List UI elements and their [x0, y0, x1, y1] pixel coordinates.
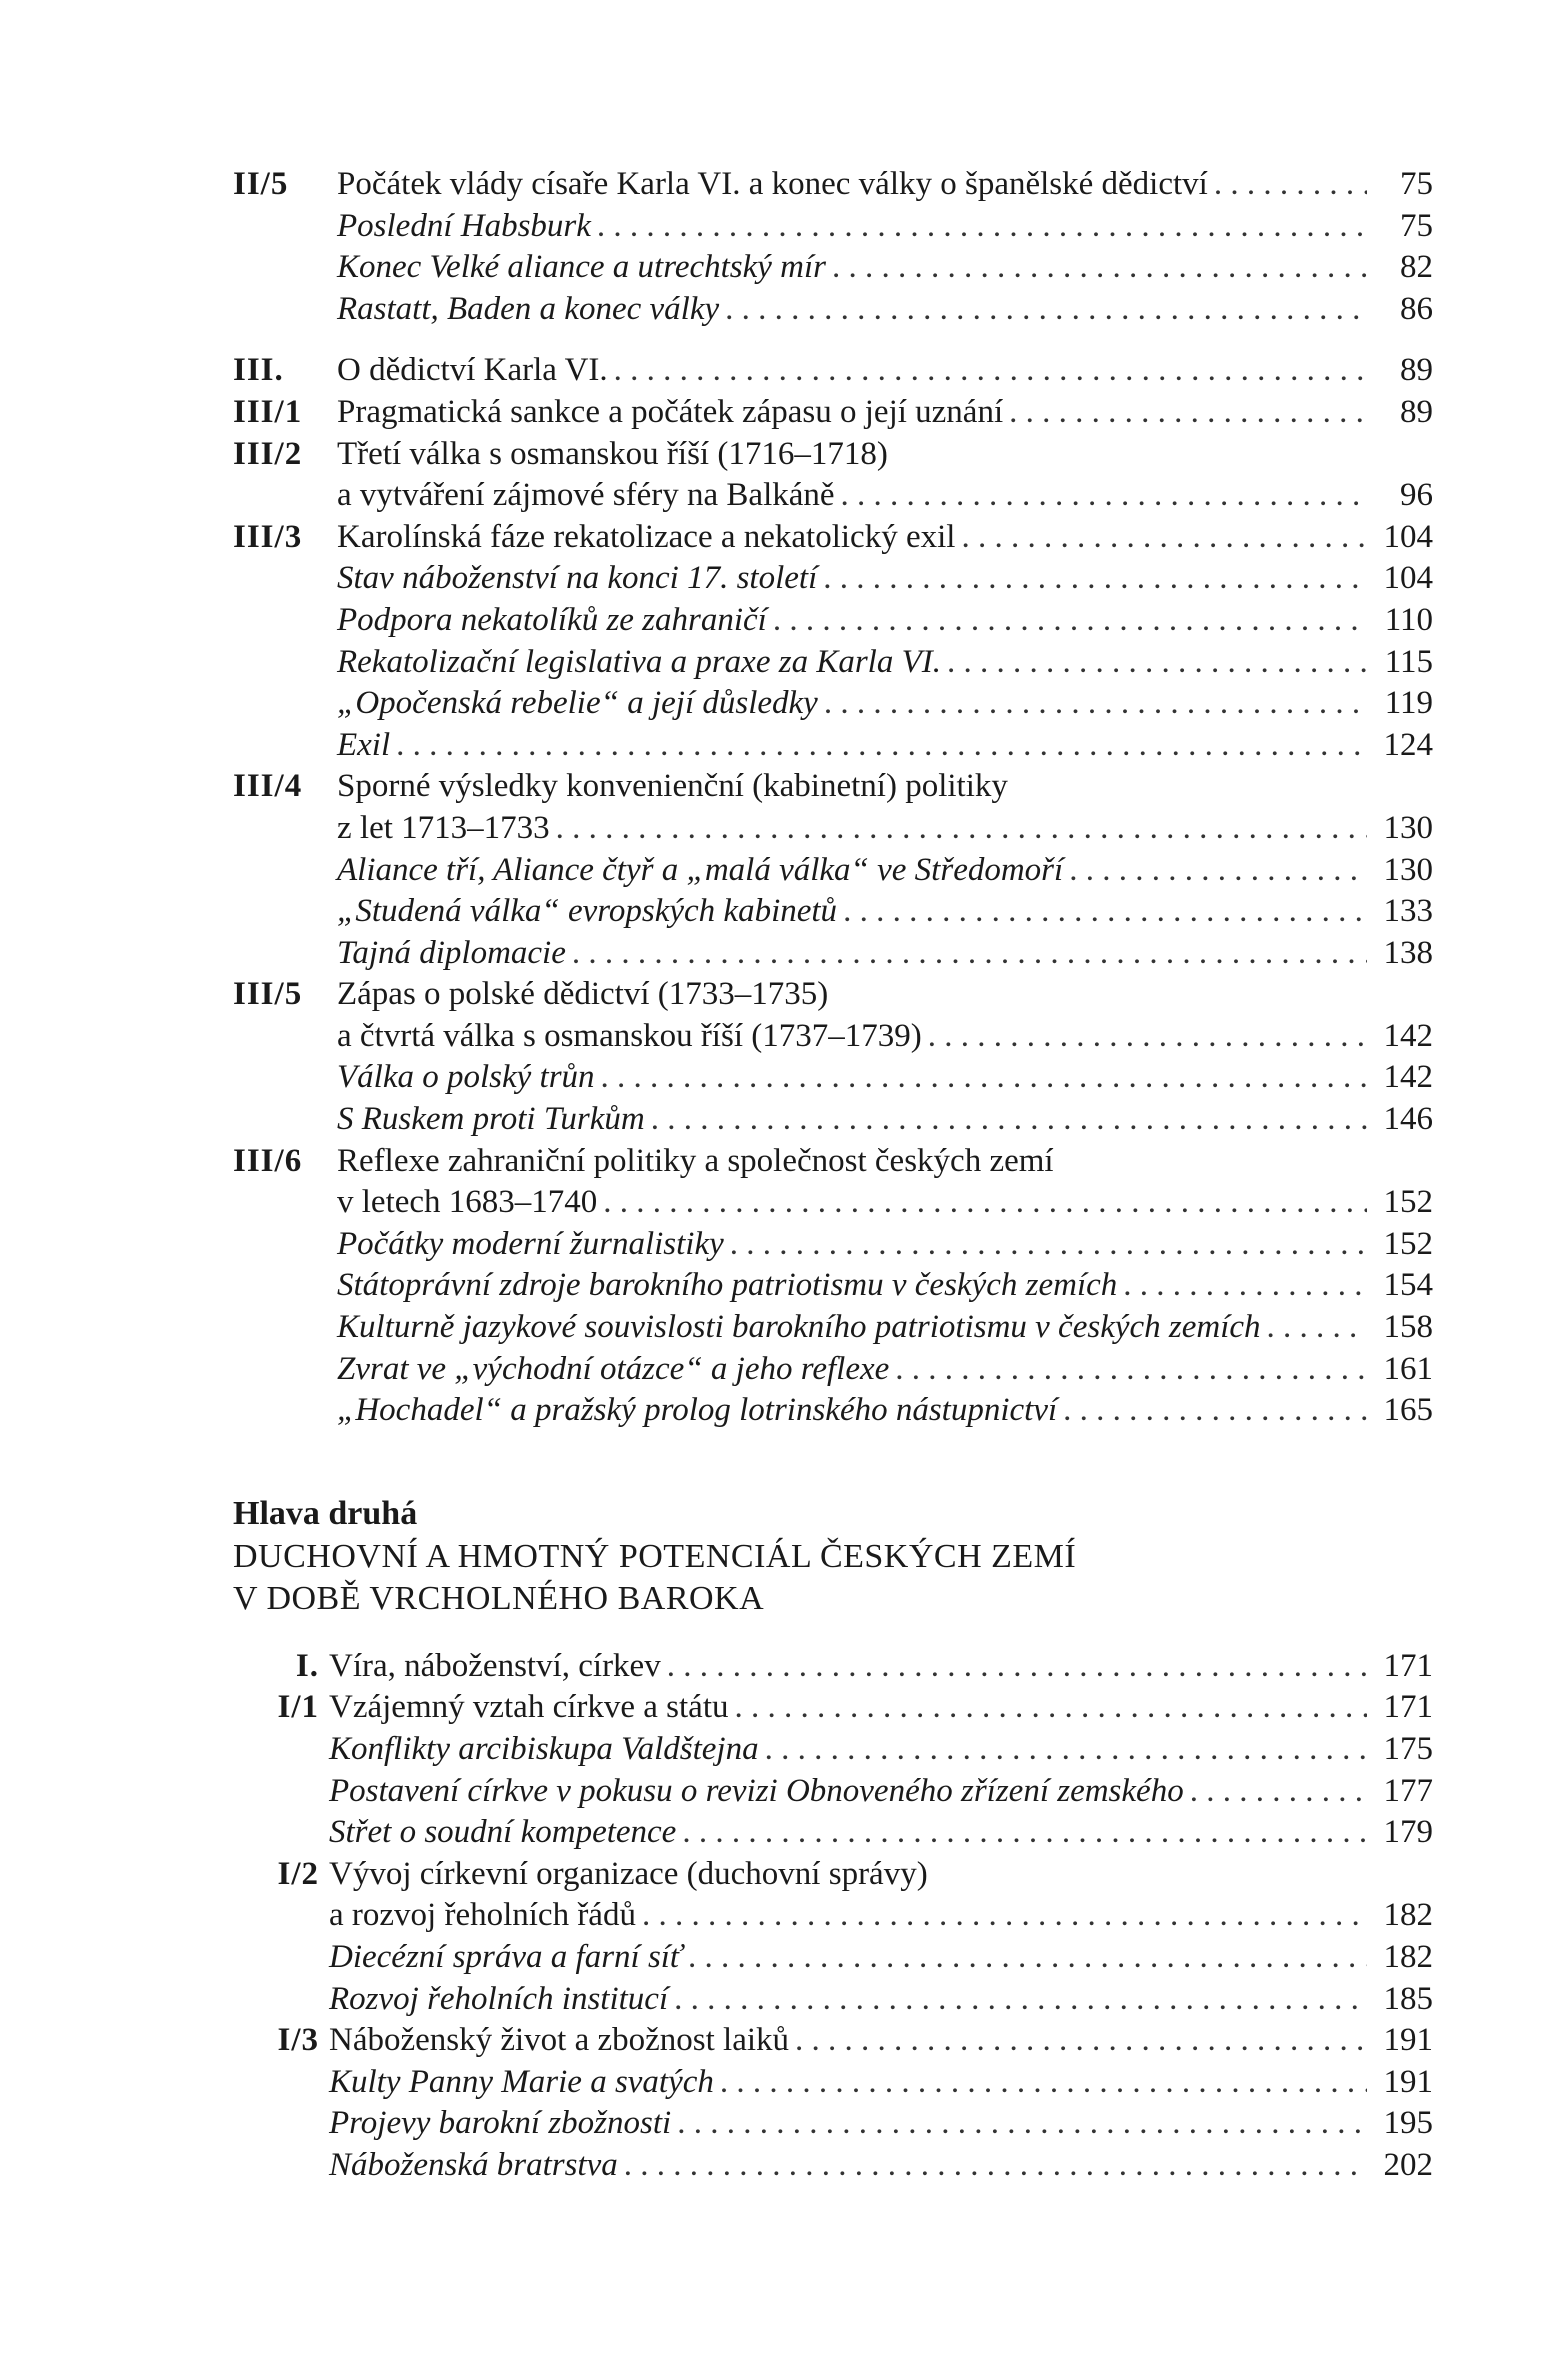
- toc-page-number: 75: [1400, 166, 1433, 202]
- toc-leader-dots: [961, 517, 1367, 559]
- chapter-title-line-1: DUCHOVNÍ A HMOTNÝ POTENCIÁL ČESKÝCH ZEMÍ: [233, 1537, 1077, 1575]
- toc-entry: [337, 1265, 1433, 1307]
- toc-title: Kulty Panny Marie a svatých: [329, 2063, 714, 2100]
- toc-page-number: 191: [1383, 2063, 1433, 2100]
- toc-number: I.: [295, 1647, 319, 1684]
- toc-entry: [329, 2103, 1433, 2145]
- toc-entry: [337, 1141, 1433, 1183]
- toc-page-number: 89: [1400, 352, 1433, 389]
- toc-row: [233, 850, 1433, 892]
- toc-page-number: 115: [1384, 643, 1433, 680]
- toc-entry: [337, 1390, 1433, 1432]
- toc-title: „Opočenská rebelie“ a její důsledky: [337, 685, 818, 722]
- toc-entry: [337, 642, 1433, 684]
- toc-page-number: 96: [1400, 477, 1433, 514]
- toc-title: Kulturně jazykové souvislosti barokního patriotismu v českých zemích: [337, 1309, 1261, 1346]
- toc-entry: [337, 1349, 1433, 1391]
- toc-page-number: 152: [1383, 1225, 1433, 1262]
- toc-entry: [337, 517, 1433, 559]
- toc-number: III/6: [233, 1142, 303, 1179]
- toc-entry: [329, 2020, 1433, 2062]
- toc-page-number: 171: [1383, 1689, 1433, 1726]
- toc-row: [233, 558, 1433, 600]
- toc-entry: [337, 808, 1433, 850]
- toc-page-number: 165: [1383, 1392, 1433, 1429]
- toc-title: a vytváření zájmové sféry na Balkáně: [337, 477, 835, 514]
- toc-leader-dots: [824, 683, 1367, 725]
- toc-title: „Studená válka“ evropských kabinetů: [337, 893, 838, 930]
- toc-entry: [337, 725, 1433, 767]
- toc-page-number: 202: [1383, 2146, 1433, 2183]
- toc-row: [233, 642, 1433, 684]
- toc-title: Rastatt, Baden a konec války: [337, 290, 720, 327]
- toc-title: Podpora nekatolíků ze zahraničí: [337, 601, 767, 638]
- toc-row: [233, 434, 1433, 476]
- toc-page-number: 133: [1383, 893, 1433, 930]
- toc-leader-dots: [603, 1182, 1367, 1224]
- toc-page-number: 138: [1383, 934, 1433, 971]
- toc-title: Zvrat ve „východní otázce“ a jeho reflexe: [337, 1350, 890, 1387]
- toc-leader-dots: [677, 2103, 1367, 2145]
- toc-entry: [337, 1099, 1433, 1141]
- toc-section-iii: [233, 350, 1433, 1431]
- toc-leader-dots: [1190, 1771, 1367, 1813]
- toc-entry: [337, 766, 1433, 808]
- toc-title: Postavení církve v pokusu o revizi Obnoveného zřízení zemského: [329, 1772, 1184, 1809]
- toc-row: [233, 1687, 1433, 1729]
- toc-entry: [337, 475, 1433, 517]
- toc-number: I/2: [277, 1855, 319, 1892]
- chapter-title-line-2: V DOBĚ VRCHOLNÉHO BAROKA: [233, 1579, 765, 1617]
- toc-row: [233, 289, 1433, 331]
- toc-row: [233, 2145, 1433, 2187]
- toc-title: Počátky moderní žurnalistiky: [337, 1225, 724, 1262]
- toc-leader-dots: [624, 2145, 1367, 2187]
- toc-row: [233, 1265, 1433, 1307]
- toc-title: a čtvrtá válka s osmanskou říší (1737–1739): [337, 1017, 922, 1054]
- toc-row: [233, 1390, 1433, 1432]
- toc-entry: [337, 850, 1433, 892]
- toc-row: [233, 1057, 1433, 1099]
- toc-number: III/2: [233, 435, 303, 472]
- toc-row: [233, 766, 1433, 808]
- toc-entry: [337, 1307, 1433, 1349]
- toc-leader-dots: [614, 350, 1367, 392]
- toc-title: Střet o soudní kompetence: [329, 1814, 677, 1851]
- toc-entry: [329, 1812, 1433, 1854]
- toc-page-number: 130: [1383, 809, 1433, 846]
- chapter-heading: [233, 1492, 1433, 1620]
- toc-leader-dots: [928, 1016, 1367, 1058]
- toc-row: [233, 1099, 1433, 1141]
- toc-number: III/4: [233, 768, 303, 805]
- toc-leader-dots: [843, 891, 1367, 933]
- toc-title: Konflikty arcibiskupa Valdštejna: [329, 1731, 759, 1767]
- toc-page-number: 158: [1383, 1309, 1433, 1346]
- toc-leader-dots: [674, 1979, 1367, 2021]
- toc-page-number: 75: [1400, 207, 1433, 244]
- toc-title: Aliance tří, Aliance čtyř a „malá válka“ ve Středomoří: [337, 851, 1064, 888]
- toc-number: I/3: [277, 2022, 319, 2059]
- toc-row: [233, 933, 1433, 975]
- toc-title: Zápas o polské dědictví (1733–1735): [337, 976, 829, 1013]
- toc-row: [233, 808, 1433, 850]
- toc-entry: [337, 392, 1433, 434]
- toc-leader-dots: [765, 1729, 1367, 1771]
- toc-leader-dots: [688, 1937, 1367, 1979]
- toc-leader-dots: [667, 1646, 1367, 1688]
- toc-title: Exil: [337, 726, 391, 763]
- toc-entry: [337, 600, 1433, 642]
- toc-row: [233, 974, 1433, 1016]
- toc-page-number: 110: [1384, 601, 1433, 638]
- toc-title: Konec Velké aliance a utrechtský mír: [337, 249, 827, 286]
- toc-row: [233, 600, 1433, 642]
- toc-row: [233, 1307, 1433, 1349]
- toc-title: „Hochadel“ a pražský prolog lotrinského nástupnictví: [337, 1392, 1058, 1429]
- toc-row: [233, 1349, 1433, 1391]
- toc-page-number: 177: [1383, 1772, 1433, 1809]
- toc-page-number: 86: [1400, 290, 1433, 327]
- toc-leader-dots: [556, 808, 1367, 850]
- toc-page-number: 146: [1383, 1101, 1433, 1138]
- toc-leader-dots: [773, 600, 1367, 642]
- toc-leader-dots: [832, 247, 1367, 289]
- toc-title: Karolínská fáze rekatolizace a nekatolický exil: [337, 518, 956, 555]
- toc-row: [233, 2020, 1433, 2062]
- toc-section-ii5: [233, 164, 1433, 330]
- toc-page-number: 104: [1383, 560, 1433, 597]
- table-of-contents: [233, 164, 1433, 2187]
- toc-page-number: 191: [1383, 2022, 1433, 2059]
- toc-entry: [329, 1646, 1433, 1688]
- toc-page-number: 195: [1383, 2105, 1433, 2142]
- toc-row: [233, 2062, 1433, 2104]
- toc-row: [233, 247, 1433, 289]
- toc-title: Sporné výsledky konvenienční (kabinetní) politiky: [337, 768, 1008, 805]
- toc-page-number: 154: [1383, 1267, 1433, 1304]
- toc-row: [233, 891, 1433, 933]
- toc-page-number: 124: [1383, 726, 1433, 763]
- toc-page-number: 182: [1383, 1897, 1433, 1934]
- toc-title: Rozvoj řeholních institucí: [329, 1980, 669, 2017]
- toc-title: Náboženská bratrstva: [329, 2146, 618, 2183]
- toc-leader-dots: [895, 1349, 1367, 1391]
- toc-number: II/5: [233, 166, 289, 202]
- toc-leader-dots: [735, 1687, 1368, 1729]
- toc-page-number: 142: [1383, 1017, 1433, 1054]
- toc-entry: [337, 974, 1433, 1016]
- toc-leader-dots: [651, 1099, 1367, 1141]
- toc-row: [233, 1771, 1433, 1813]
- toc-page-number: 185: [1383, 1980, 1433, 2017]
- toc-number: III/5: [233, 976, 303, 1013]
- toc-leader-dots: [572, 933, 1367, 975]
- toc-leader-dots: [725, 289, 1367, 331]
- toc-page-number: 179: [1383, 1814, 1433, 1851]
- toc-section-chapter-2: [233, 1646, 1433, 2187]
- toc-entry: [337, 1224, 1433, 1266]
- toc-leader-dots: [1009, 392, 1367, 434]
- toc-title: Válka o polský trůn: [337, 1059, 595, 1096]
- toc-row: [233, 2103, 1433, 2145]
- toc-title: Stav náboženství na konci 17. století: [337, 560, 818, 597]
- toc-page-number: 161: [1383, 1350, 1433, 1387]
- toc-leader-dots: [642, 1895, 1367, 1937]
- toc-title: Poslední Habsburk: [337, 207, 591, 244]
- toc-row: [233, 683, 1433, 725]
- chapter-label: Hlava druhá: [233, 1494, 418, 1532]
- toc-leader-dots: [1267, 1307, 1367, 1349]
- toc-row: [233, 1141, 1433, 1183]
- toc-leader-dots: [795, 2020, 1367, 2062]
- toc-row: [233, 392, 1433, 434]
- toc-page-number: 171: [1383, 1647, 1433, 1684]
- toc-entry: [337, 247, 1433, 289]
- toc-row: [233, 1646, 1433, 1688]
- toc-leader-dots: [1063, 1390, 1367, 1432]
- toc-row: [233, 1812, 1433, 1854]
- toc-entry: [329, 2145, 1433, 2187]
- toc-page-number: 175: [1383, 1731, 1433, 1767]
- toc-row: [233, 164, 1433, 206]
- toc-number: III/1: [233, 393, 303, 430]
- toc-title: Pragmatická sankce a počátek zápasu o její uznání: [337, 393, 1004, 430]
- toc-row: [233, 206, 1433, 248]
- toc-entry: [337, 350, 1433, 392]
- toc-entry: [337, 1016, 1433, 1058]
- toc-leader-dots: [947, 642, 1367, 684]
- toc-page-number: 182: [1383, 1938, 1433, 1975]
- toc-entry: [329, 1687, 1433, 1729]
- toc-number: III.: [233, 352, 284, 389]
- toc-leader-dots: [823, 558, 1367, 600]
- toc-leader-dots: [720, 2062, 1367, 2104]
- toc-entry: [337, 1057, 1433, 1099]
- toc-title: a rozvoj řeholních řádů: [329, 1897, 636, 1934]
- toc-page-number: 152: [1383, 1184, 1433, 1221]
- toc-page-number: 142: [1383, 1059, 1433, 1096]
- toc-leader-dots: [682, 1812, 1367, 1854]
- toc-row: [233, 1895, 1433, 1937]
- toc-title: Rekatolizační legislativa a praxe za Karla VI.: [337, 643, 941, 680]
- toc-row: [233, 1016, 1433, 1058]
- toc-entry: [337, 933, 1433, 975]
- toc-entry: [337, 891, 1433, 933]
- toc-page-number: 104: [1383, 518, 1433, 555]
- toc-title: Počátek vlády císaře Karla VI. a konec války o španělské dědictví: [337, 166, 1208, 202]
- toc-title: Náboženský život a zbožnost laiků: [329, 2022, 790, 2059]
- toc-title: Vzájemný vztah církve a státu: [329, 1689, 729, 1726]
- toc-row: [233, 1979, 1433, 2021]
- toc-row: [233, 1729, 1433, 1771]
- toc-number: III/3: [233, 518, 303, 555]
- toc-page-number: 82: [1400, 249, 1433, 286]
- toc-leader-dots: [396, 725, 1367, 767]
- toc-page-number: 119: [1384, 685, 1433, 722]
- toc-title: Třetí válka s osmanskou říší (1716–1718): [337, 435, 888, 472]
- toc-entry: [337, 683, 1433, 725]
- toc-entry: [329, 1979, 1433, 2021]
- toc-entry: [329, 1771, 1433, 1813]
- toc-title: Státoprávní zdroje barokního patriotismu v českých zemích: [337, 1267, 1118, 1304]
- toc-page-number: 130: [1383, 851, 1433, 888]
- toc-leader-dots: [730, 1224, 1367, 1266]
- toc-entry: [329, 1729, 1433, 1771]
- toc-entry: [337, 206, 1433, 248]
- toc-row: [233, 475, 1433, 517]
- toc-leader-dots: [597, 206, 1367, 248]
- toc-entry: [337, 289, 1433, 331]
- toc-entry: [337, 434, 1433, 476]
- toc-entry: [329, 1895, 1433, 1937]
- toc-title: Vývoj církevní organizace (duchovní správy): [329, 1855, 928, 1892]
- toc-row: [233, 1182, 1433, 1224]
- toc-entry: [329, 1937, 1433, 1979]
- toc-row: [233, 517, 1433, 559]
- toc-entry: [329, 2062, 1433, 2104]
- toc-row: [233, 1854, 1433, 1896]
- toc-title: S Ruskem proti Turkům: [337, 1101, 645, 1138]
- toc-title: Tajná diplomacie: [337, 934, 566, 971]
- toc-leader-dots: [601, 1057, 1367, 1099]
- toc-leader-dots: [1069, 850, 1367, 892]
- toc-title: v letech 1683–1740: [337, 1184, 598, 1221]
- toc-row: [233, 725, 1433, 767]
- toc-entry: [337, 1182, 1433, 1224]
- toc-entry: [329, 1854, 1433, 1896]
- toc-title: O dědictví Karla VI.: [337, 352, 608, 389]
- toc-leader-dots: [1214, 164, 1367, 206]
- toc-leader-dots: [1123, 1265, 1367, 1307]
- toc-entry: [337, 558, 1433, 600]
- toc-leader-dots: [841, 475, 1367, 517]
- toc-row: [233, 1937, 1433, 1979]
- toc-row: [233, 1224, 1433, 1266]
- toc-entry: [337, 164, 1433, 206]
- toc-row: [233, 350, 1433, 392]
- toc-title: Diecézní správa a farní síť: [329, 1938, 682, 1975]
- toc-title: Reflexe zahraniční politiky a společnost českých zemí: [337, 1142, 1054, 1179]
- toc-title: Víra, náboženství, církev: [329, 1647, 661, 1684]
- toc-title: Projevy barokní zbožnosti: [329, 2105, 672, 2142]
- toc-number: I/1: [277, 1689, 319, 1726]
- toc-page-number: 89: [1400, 393, 1433, 430]
- toc-title: z let 1713–1733: [337, 809, 550, 846]
